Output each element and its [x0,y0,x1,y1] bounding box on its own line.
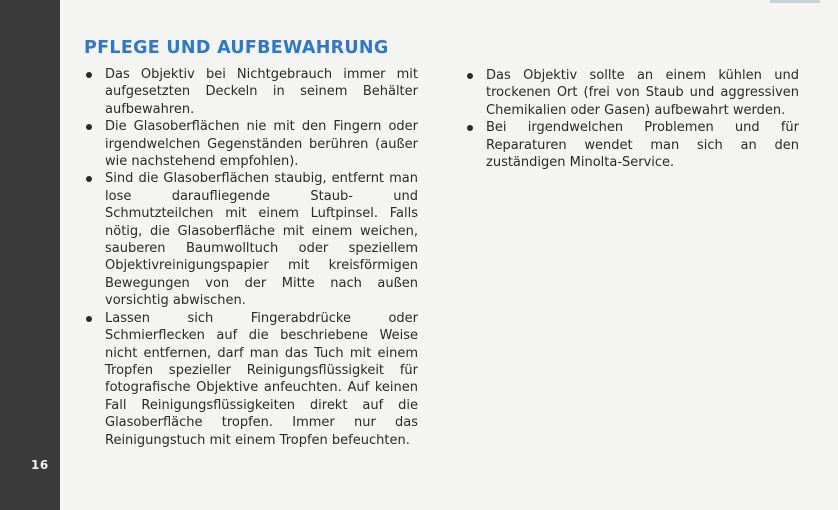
section-heading: PFLEGE UND AUFBEWAHRUNG [84,38,389,58]
bullet-icon [467,73,473,79]
list-item [84,170,418,309]
bullet-icon [467,125,473,131]
list-item [84,66,418,118]
list-item-text: Bei irgendwelchen Problemen und für Reparaturen wendet man sich an den zuständigen Minolta-Service. [486,120,799,171]
list-item-text: Das Objektiv sollte an einem kühlen und trockenen Ort (frei von Staub und aggressiven Chemikalien oder Gasen) aufbewahrt werden. [486,68,799,118]
bullet-icon [86,72,92,78]
bullet-icon [86,176,92,182]
list-item-text: Die Glasoberflächen nie mit den Fingern oder irgendwelchen Gegenständen berühren (außer wie nachstehend empfohlen). [105,119,418,170]
page-number: 16 [31,458,49,472]
list-item [84,118,418,170]
right-column-list [465,67,799,171]
list-item [465,119,799,171]
list-item-text: Das Objektiv bei Nichtgebrauch immer mit aufgesetzten Deckeln in seinem Behälter aufbewahren. [105,67,418,117]
list-item [84,310,418,449]
page-spine [0,0,60,510]
list-item-text: Sind die Glasoberflächen staubig, entfernt man lose daraufliegende Staub- und Schmutzteilchen mit einem Luftpinsel. Falls nötig, die Glasoberfläche mit einem weichen, sauberen Baumwolltuch oder speziellem Objektivreinigungspapier mit kreisförmigen Bewegungen von der Mitte nach außen vorsichtig abwischen. [105,171,418,309]
left-column-list [84,66,418,449]
bullet-icon [86,316,92,322]
list-item [465,67,799,119]
list-item-text: Lassen sich Fingerabdrücke oder Schmierflecken auf die beschriebene Weise nicht entfernen, darf man das Tuch mit einem Tropfen spezieller Reinigungsflüssigkeit für fotografische Objektive anfeuchten. Auf keinen Fall Reinigungsflüssigkeiten direkt auf die Glasoberfläche tropfen. Immer nur das Reinigungstuch mit einem Tropfen befeuchten. [105,310,418,448]
top-edge-mark [770,0,820,3]
bullet-icon [86,124,92,130]
